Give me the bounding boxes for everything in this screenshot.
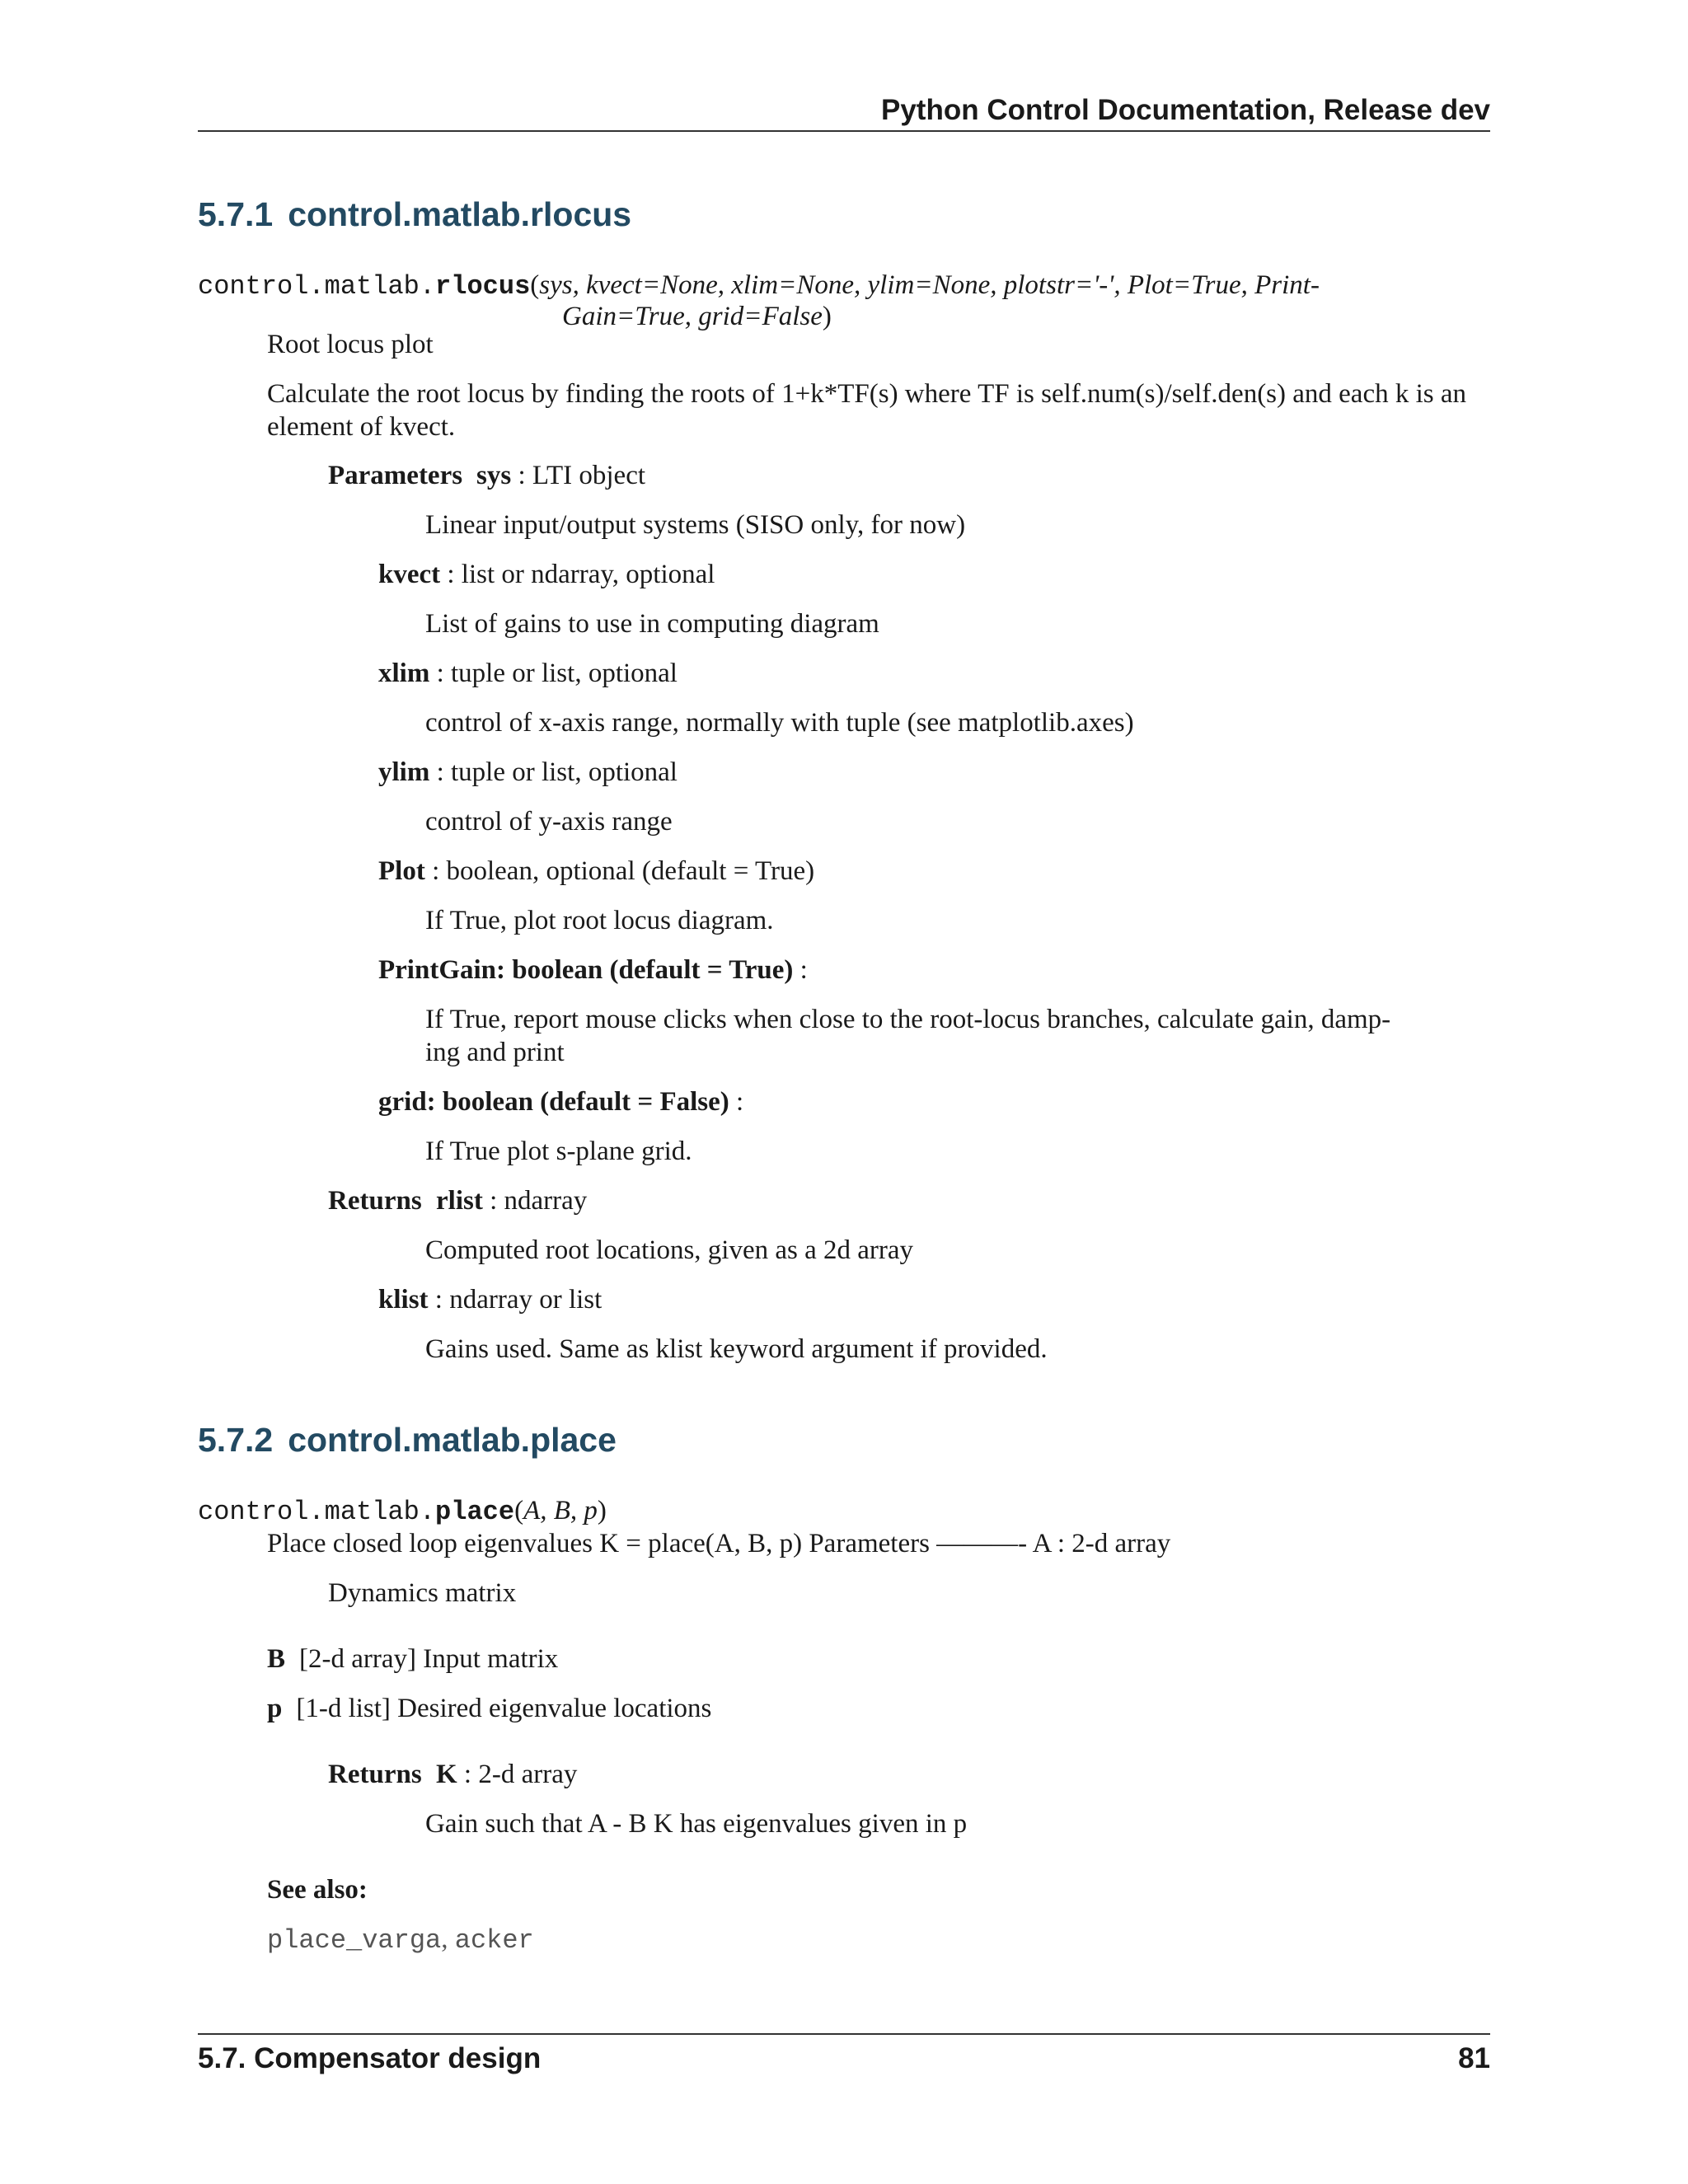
return-name: K [436, 1760, 457, 1789]
signature-function-name: place [435, 1497, 515, 1527]
function-summary: Place closed loop eigenvalues K = place(A, B, p) Parameters ———- A : 2-d array [267, 1529, 1171, 1558]
param-desc: [2-d array] Input matrix [299, 1644, 559, 1674]
param-plot [378, 855, 814, 888]
see-also-links [267, 1923, 534, 1957]
return-name: rlist [436, 1186, 483, 1216]
param-name: p [267, 1694, 283, 1723]
return-klist [378, 1283, 602, 1316]
see-also-label: See also: [267, 1875, 368, 1905]
param-type: : [729, 1087, 744, 1117]
return-type: : ndarray [482, 1186, 588, 1216]
signature-close-paren: ) [822, 302, 832, 331]
function-signature-rlocus-continued [562, 300, 832, 333]
function-signature-place [198, 1494, 607, 1529]
return-desc: Computed root locations, given as a 2d array [425, 1235, 914, 1265]
param-type: : list or ndarray, optional [440, 560, 715, 589]
signature-module-prefix: control.matlab. [198, 271, 436, 302]
signature-args: A, B, p [523, 1496, 598, 1526]
footer-section: 5.7. Compensator design [198, 2042, 542, 2074]
header-rule [198, 130, 1490, 132]
section-title: control.matlab.place [288, 1421, 617, 1459]
signature-close-paren: ) [597, 1496, 607, 1526]
signature-args-line2: Gain=True, grid=False [562, 302, 823, 331]
param-desc-continued: ing and print [425, 1038, 565, 1067]
param-desc: Linear input/output systems (SISO only, for now) [425, 510, 966, 540]
param-desc: control of x-axis range, normally with tuple (see matplotlib.axes) [425, 708, 1134, 738]
signature-function-name: rlocus [435, 271, 531, 302]
param-kvect [378, 558, 715, 591]
page-number: 81 [1458, 2042, 1490, 2074]
section-title: control.matlab.rlocus [288, 195, 632, 233]
function-signature-rlocus [198, 269, 1320, 303]
param-desc: If True plot s-plane grid. [425, 1137, 692, 1166]
param-type: : [793, 955, 808, 985]
param-name: PrintGain: boolean (default = True) [378, 955, 794, 985]
signature-open-paren: ( [530, 270, 540, 300]
section-heading-rlocus [198, 194, 631, 235]
param-name: grid: boolean (default = False) [378, 1087, 729, 1117]
section-number: 5.7.1 [198, 195, 274, 233]
param-desc: If True, report mouse clicks when close to the root-locus branches, calculate gain, damp- [425, 1005, 1391, 1034]
param-sys [476, 459, 645, 492]
param-type: : LTI object [511, 461, 646, 490]
return-type: : 2-d array [457, 1760, 578, 1789]
param-grid [378, 1085, 743, 1118]
return-rlist [436, 1184, 587, 1217]
param-type: : tuple or list, optional [429, 658, 678, 688]
param-a-desc: Dynamics matrix [328, 1578, 517, 1608]
signature-module-prefix: control.matlab. [198, 1497, 436, 1527]
return-name: klist [378, 1285, 429, 1315]
param-printgain [378, 954, 808, 987]
signature-open-paren: ( [514, 1496, 524, 1526]
returns-label: Returns [328, 1760, 422, 1789]
param-type: : boolean, optional (default = True) [424, 856, 815, 886]
section-number: 5.7.2 [198, 1421, 274, 1459]
return-k [436, 1758, 577, 1791]
see-also-link-place-varga[interactable]: place_varga [267, 1925, 442, 1956]
param-p [267, 1692, 711, 1725]
signature-args-line1: sys, kvect=None, xlim=None, ylim=None, plotstr='-', Plot=True, Print- [539, 270, 1320, 300]
function-summary: Root locus plot [267, 330, 434, 359]
param-name: sys [476, 461, 512, 490]
param-desc: List of gains to use in computing diagram [425, 609, 879, 639]
function-description-line1: Calculate the root locus by finding the roots of 1+k*TF(s) where TF is self.num(s)/self.den(s) and each k is an [267, 379, 1467, 409]
see-also-link-acker[interactable]: acker [454, 1925, 534, 1956]
return-desc: Gains used. Same as klist keyword argument if provided. [425, 1334, 1048, 1364]
parameters-label: Parameters [328, 461, 463, 490]
param-ylim [378, 756, 678, 789]
return-desc: Gain such that A - B K has eigenvalues given in p [425, 1809, 968, 1839]
param-desc: control of y-axis range [425, 807, 673, 837]
param-name: ylim [378, 757, 430, 787]
see-also-separator: , [441, 1924, 455, 1954]
param-name: B [267, 1644, 286, 1674]
param-desc: If True, plot root locus diagram. [425, 906, 774, 935]
footer-rule [198, 2033, 1490, 2035]
param-desc: [1-d list] Desired eigenvalue locations [296, 1694, 712, 1723]
param-type: : tuple or list, optional [429, 757, 678, 787]
returns-label: Returns [328, 1186, 422, 1216]
param-name: Plot [378, 856, 425, 886]
param-name: kvect [378, 560, 441, 589]
section-heading-place [198, 1419, 617, 1460]
function-description-line2: element of kvect. [267, 412, 456, 442]
param-b [267, 1643, 558, 1675]
param-xlim [378, 657, 678, 690]
param-name: xlim [378, 658, 430, 688]
running-header: Python Control Documentation, Release dev [881, 94, 1490, 126]
return-type: : ndarray or list [428, 1285, 603, 1315]
